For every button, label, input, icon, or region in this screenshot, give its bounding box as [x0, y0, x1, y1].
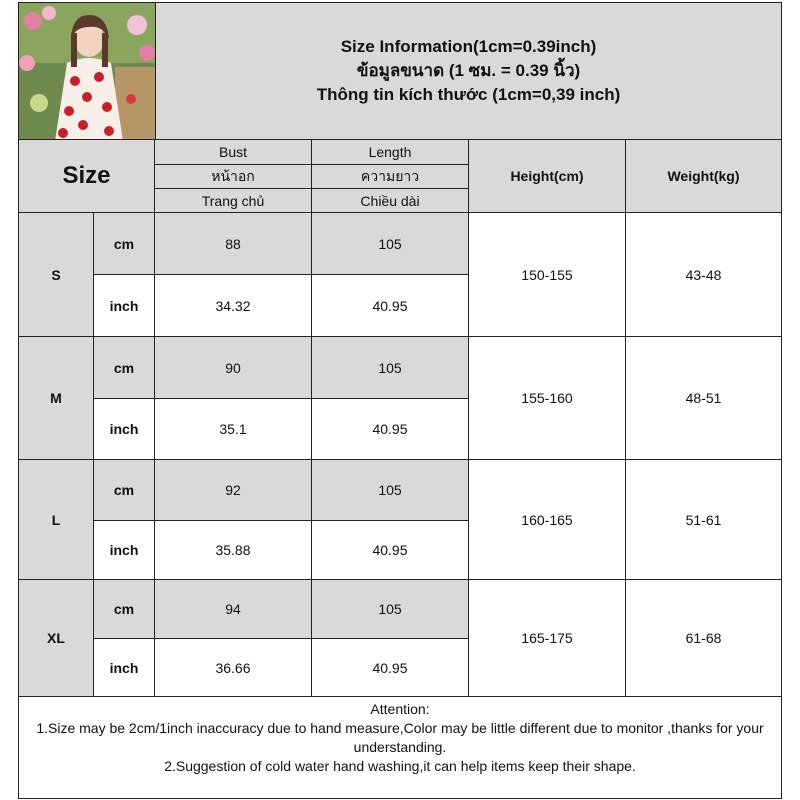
attention-heading: Attention: — [370, 701, 430, 717]
size-label: XL — [18, 579, 94, 697]
size-chart — [18, 2, 782, 799]
header-height: Height(cm) — [468, 139, 626, 213]
weight-range: 48-51 — [625, 336, 782, 460]
title-thai: ข้อมูลขนาด (1 ซม. = 0.39 นิ้ว) — [356, 61, 581, 80]
title-block — [155, 2, 782, 140]
length-inch: 40.95 — [311, 638, 469, 697]
bust-inch: 35.1 — [154, 398, 312, 460]
size-label: S — [18, 212, 94, 337]
unit-inch: inch — [93, 520, 155, 580]
title-english: Size Information(1cm=0.39inch) — [340, 37, 597, 56]
height-range: 155-160 — [468, 336, 626, 460]
unit-inch: inch — [93, 274, 155, 337]
bust-cm: 88 — [154, 212, 312, 275]
attention-note — [18, 696, 782, 799]
attention-line-3: 2.Suggestion of cold water hand washing,it can help items keep their shape. — [164, 758, 636, 774]
length-cm: 105 — [311, 336, 469, 399]
height-range: 160-165 — [468, 459, 626, 580]
header-weight: Weight(kg) — [625, 139, 782, 213]
length-cm: 105 — [311, 459, 469, 521]
header-bust-thai: หน้าอก — [154, 164, 312, 189]
header-size: Size — [18, 139, 155, 213]
size-label: L — [18, 459, 94, 580]
bust-cm: 92 — [154, 459, 312, 521]
weight-range: 51-61 — [625, 459, 782, 580]
header-bust: Bust — [154, 139, 312, 165]
bust-inch: 35.88 — [154, 520, 312, 580]
unit-inch: inch — [93, 638, 155, 697]
attention-line-1: 1.Size may be 2cm/1inch inaccuracy due to hand measure,Color may be little different due to monitor ,thanks for your — [36, 720, 764, 736]
bust-inch: 36.66 — [154, 638, 312, 697]
attention-line-2: understanding. — [353, 739, 447, 755]
header-bust-vietnamese: Trang chủ — [154, 188, 312, 213]
size-label: M — [18, 336, 94, 460]
header-length: Length — [311, 139, 469, 165]
unit-inch: inch — [93, 398, 155, 460]
length-cm: 105 — [311, 579, 469, 639]
bust-cm: 94 — [154, 579, 312, 639]
weight-range: 61-68 — [625, 579, 782, 697]
header-length-vietnamese: Chiều dài — [311, 188, 469, 213]
length-inch: 40.95 — [311, 274, 469, 337]
length-inch: 40.95 — [311, 398, 469, 460]
unit-cm: cm — [93, 459, 155, 521]
title-vietnamese: Thông tin kích thước (1cm=0,39 inch) — [316, 85, 621, 104]
unit-cm: cm — [93, 212, 155, 275]
length-cm: 105 — [311, 212, 469, 275]
length-inch: 40.95 — [311, 520, 469, 580]
unit-cm: cm — [93, 579, 155, 639]
height-range: 150-155 — [468, 212, 626, 337]
bust-inch: 34.32 — [154, 274, 312, 337]
weight-range: 43-48 — [625, 212, 782, 337]
product-photo — [18, 2, 156, 140]
unit-cm: cm — [93, 336, 155, 399]
height-range: 165-175 — [468, 579, 626, 697]
bust-cm: 90 — [154, 336, 312, 399]
header-length-thai: ความยาว — [311, 164, 469, 189]
